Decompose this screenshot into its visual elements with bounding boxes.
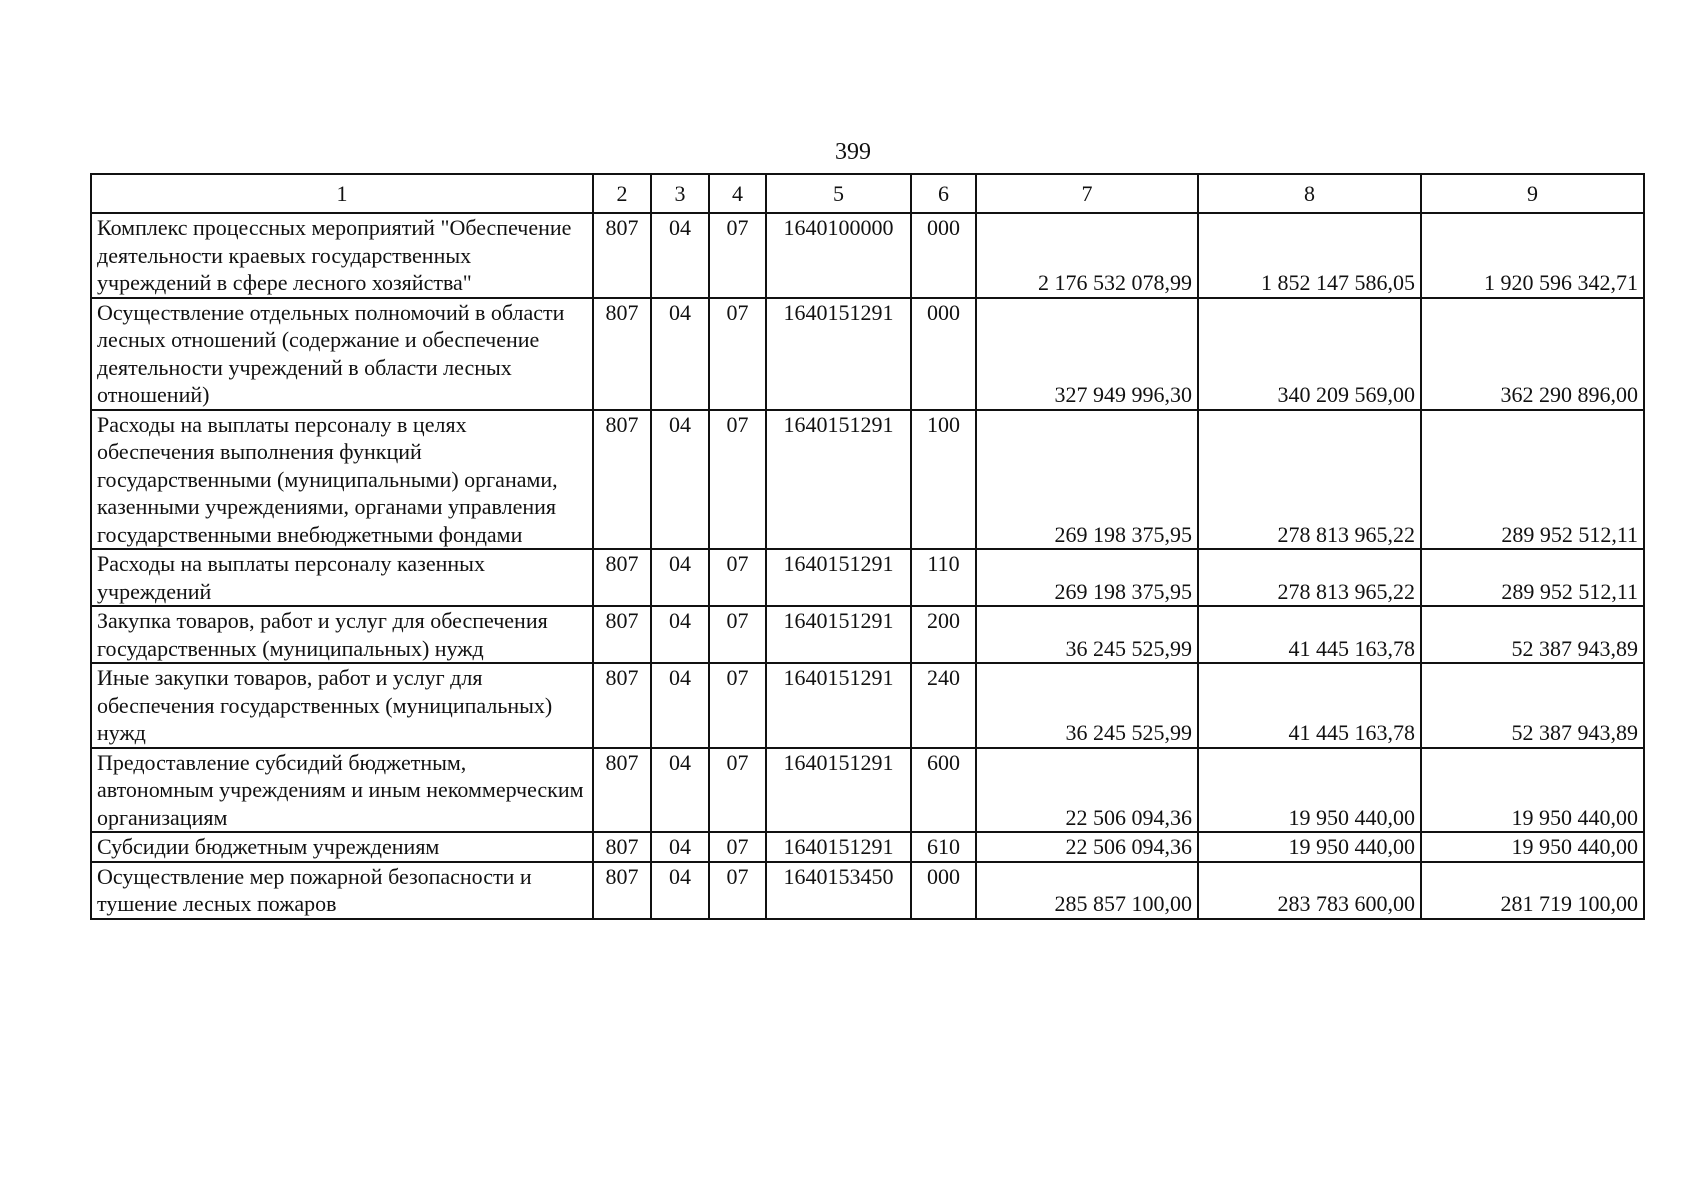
expense-name-cell: Осуществление мер пожарной безопасности и тушение лесных пожаров: [91, 862, 593, 919]
expense-name-cell: Предоставление субсидий бюджетным, автономным учреждениям и иным некоммерческим организациям: [91, 748, 593, 833]
expense-name-cell: Иные закупки товаров, работ и услуг для обеспечения государственных (муниципальных) нужд: [91, 663, 593, 748]
amount-cell: 278 813 965,22: [1198, 549, 1421, 606]
column-header: 6: [911, 174, 976, 213]
table-row: [91, 298, 1644, 410]
amount-cell: 269 198 375,95: [976, 549, 1198, 606]
section-code-cell: 04: [651, 832, 709, 862]
section-code-cell: 04: [651, 213, 709, 298]
expense-type-code-cell: 100: [911, 410, 976, 550]
expense-name-cell: Комплекс процессных мероприятий "Обеспечение деятельности краевых государственных учреждений в сфере лесного хозяйства": [91, 213, 593, 298]
expense-type-code-cell: 000: [911, 298, 976, 410]
department-code-cell: 807: [593, 213, 651, 298]
target-item-code-cell: 1640151291: [766, 606, 911, 663]
subsection-code-cell: 07: [709, 832, 766, 862]
department-code-cell: 807: [593, 298, 651, 410]
amount-cell: 36 245 525,99: [976, 606, 1198, 663]
section-code-cell: 04: [651, 606, 709, 663]
table-row: [91, 862, 1644, 919]
department-code-cell: 807: [593, 832, 651, 862]
target-item-code-cell: 1640151291: [766, 410, 911, 550]
expense-type-code-cell: 600: [911, 748, 976, 833]
target-item-code-cell: 1640151291: [766, 298, 911, 410]
department-code-cell: 807: [593, 862, 651, 919]
amount-cell: 19 950 440,00: [1198, 748, 1421, 833]
amount-cell: 278 813 965,22: [1198, 410, 1421, 550]
section-code-cell: 04: [651, 410, 709, 550]
amount-cell: 2 176 532 078,99: [976, 213, 1198, 298]
subsection-code-cell: 07: [709, 748, 766, 833]
expense-name-cell: Закупка товаров, работ и услуг для обеспечения государственных (муниципальных) нужд: [91, 606, 593, 663]
amount-cell: 19 950 440,00: [1198, 832, 1421, 862]
expense-name-cell: Осуществление отдельных полномочий в области лесных отношений (содержание и обеспечение деятельности учреждений в области лесных отношений): [91, 298, 593, 410]
amount-cell: 327 949 996,30: [976, 298, 1198, 410]
table-row: [91, 663, 1644, 748]
target-item-code-cell: 1640151291: [766, 549, 911, 606]
target-item-code-cell: 1640151291: [766, 832, 911, 862]
expense-type-code-cell: 000: [911, 862, 976, 919]
amount-cell: 281 719 100,00: [1421, 862, 1644, 919]
budget-table: [90, 173, 1645, 920]
table-row: [91, 549, 1644, 606]
department-code-cell: 807: [593, 606, 651, 663]
column-header: 4: [709, 174, 766, 213]
amount-cell: 1 920 596 342,71: [1421, 213, 1644, 298]
expense-type-code-cell: 610: [911, 832, 976, 862]
section-code-cell: 04: [651, 549, 709, 606]
subsection-code-cell: 07: [709, 298, 766, 410]
column-header: 3: [651, 174, 709, 213]
expense-type-code-cell: 000: [911, 213, 976, 298]
department-code-cell: 807: [593, 549, 651, 606]
amount-cell: 36 245 525,99: [976, 663, 1198, 748]
expense-name-cell: Расходы на выплаты персоналу в целях обеспечения выполнения функций государственными (муниципальными) органами, казенными учреждениями, органами управления государственными внебюджетными фондами: [91, 410, 593, 550]
department-code-cell: 807: [593, 410, 651, 550]
amount-cell: 52 387 943,89: [1421, 663, 1644, 748]
subsection-code-cell: 07: [709, 549, 766, 606]
expense-name-cell: Расходы на выплаты персоналу казенных учреждений: [91, 549, 593, 606]
amount-cell: 362 290 896,00: [1421, 298, 1644, 410]
amount-cell: 269 198 375,95: [976, 410, 1198, 550]
amount-cell: 52 387 943,89: [1421, 606, 1644, 663]
expense-type-code-cell: 200: [911, 606, 976, 663]
section-code-cell: 04: [651, 663, 709, 748]
amount-cell: 41 445 163,78: [1198, 663, 1421, 748]
amount-cell: 289 952 512,11: [1421, 410, 1644, 550]
subsection-code-cell: 07: [709, 410, 766, 550]
column-header: 2: [593, 174, 651, 213]
expense-type-code-cell: 240: [911, 663, 976, 748]
column-header: 1: [91, 174, 593, 213]
table-header-row: [91, 174, 1644, 213]
amount-cell: 283 783 600,00: [1198, 862, 1421, 919]
column-header: 8: [1198, 174, 1421, 213]
column-header: 7: [976, 174, 1198, 213]
page-number: 399: [835, 139, 871, 165]
table-row: [91, 410, 1644, 550]
amount-cell: 340 209 569,00: [1198, 298, 1421, 410]
amount-cell: 1 852 147 586,05: [1198, 213, 1421, 298]
table-row: [91, 606, 1644, 663]
subsection-code-cell: 07: [709, 862, 766, 919]
column-header: 9: [1421, 174, 1644, 213]
column-header: 5: [766, 174, 911, 213]
target-item-code-cell: 1640151291: [766, 748, 911, 833]
amount-cell: 22 506 094,36: [976, 748, 1198, 833]
amount-cell: 22 506 094,36: [976, 832, 1198, 862]
department-code-cell: 807: [593, 748, 651, 833]
department-code-cell: 807: [593, 663, 651, 748]
section-code-cell: 04: [651, 748, 709, 833]
subsection-code-cell: 07: [709, 606, 766, 663]
table-row: [91, 748, 1644, 833]
target-item-code-cell: 1640153450: [766, 862, 911, 919]
subsection-code-cell: 07: [709, 213, 766, 298]
expense-name-cell: Субсидии бюджетным учреждениям: [91, 832, 593, 862]
amount-cell: 19 950 440,00: [1421, 748, 1644, 833]
target-item-code-cell: 1640100000: [766, 213, 911, 298]
amount-cell: 285 857 100,00: [976, 862, 1198, 919]
table-row: [91, 213, 1644, 298]
amount-cell: 41 445 163,78: [1198, 606, 1421, 663]
section-code-cell: 04: [651, 862, 709, 919]
expense-type-code-cell: 110: [911, 549, 976, 606]
subsection-code-cell: 07: [709, 663, 766, 748]
section-code-cell: 04: [651, 298, 709, 410]
amount-cell: 289 952 512,11: [1421, 549, 1644, 606]
target-item-code-cell: 1640151291: [766, 663, 911, 748]
table-row: [91, 832, 1644, 862]
amount-cell: 19 950 440,00: [1421, 832, 1644, 862]
